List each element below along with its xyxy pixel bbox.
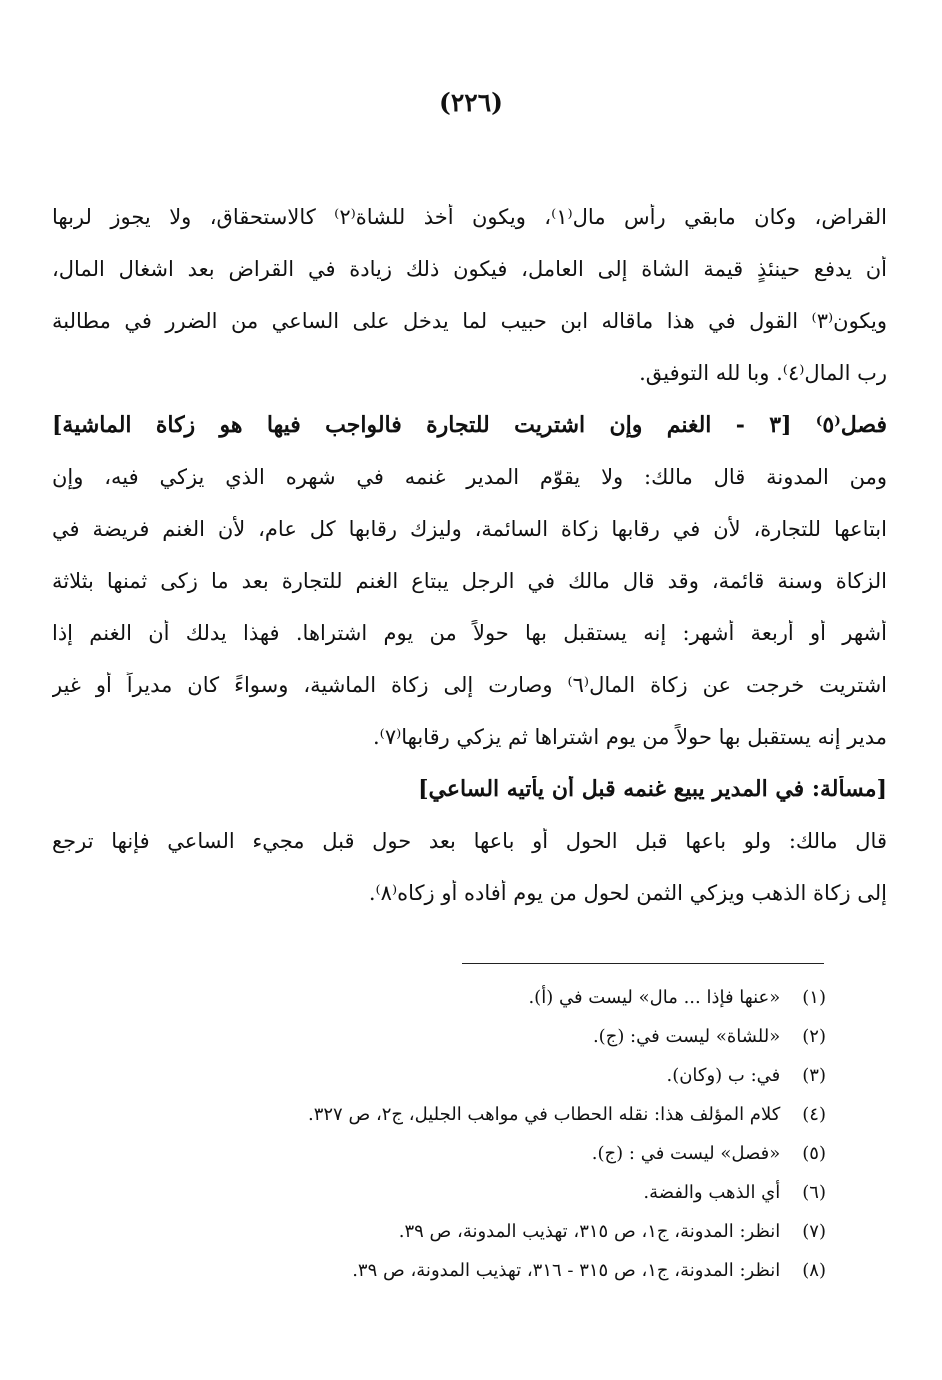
footnote-number: (٨) <box>802 1260 826 1281</box>
footnotes <box>200 978 826 1290</box>
footnote-text: انظر: المدونة، ج١، ص ٣١٥ - ٣١٦، تهذيب المدونة، ص ٣٩. <box>352 1260 781 1281</box>
text-line: ويكون⁽٣⁾ القول في هذا ماقاله ابن حبيب لما يدخل على الساعي من الضرر في مطالبة <box>52 309 887 333</box>
footnote <box>200 1056 826 1095</box>
text-line: قال مالك: ولو باعها قبل الحول أو باعها بعد حول قبل مجيء الساعي فإنها ترجع <box>52 829 887 853</box>
text-line: إلى زكاة الذهب ويزكي الثمن لحول من يوم أفاده أو زكاه⁽٨⁾. <box>368 881 887 905</box>
footnote-number: (٤) <box>802 1104 826 1125</box>
issue-heading: [مسألة: في المدير يبيع غنمه قبل أن يأتيه الساعي] <box>418 776 887 802</box>
footnote-separator <box>462 963 824 964</box>
footnote-number: (٦) <box>802 1182 826 1203</box>
footnote-number: (٥) <box>802 1143 826 1164</box>
text-line: القراض، وكان مابقي رأس مال⁽١⁾، ويكون أخذ للشاة⁽٢⁾ كالاستحقاق، ولا يجوز لربها <box>52 205 887 229</box>
text-line: أن يدفع حينئذٍ قيمة الشاة إلى العامل، فيكون ذلك زيادة في القراض بعد اشغال المال، <box>52 257 887 281</box>
text-line: أشهر أو أربعة أشهر: إنه يستقبل بها حولاً من يوم اشتراها. فهذا يدلك أن الغنم إذا <box>52 621 887 645</box>
footnote <box>200 1251 826 1290</box>
footnote <box>200 1134 826 1173</box>
footnote-number: (٣) <box>802 1065 826 1086</box>
footnote <box>200 1095 826 1134</box>
text-line: مدير إنه يستقبل بها حولاً من يوم اشتراها ثم يزكي رقابها⁽٧⁾. <box>372 725 887 749</box>
footnote-text: «للشاة» ليست في: (ج). <box>592 1026 781 1047</box>
footnote-number: (٢) <box>802 1026 826 1047</box>
text-line: ابتاعها للتجارة، لأن في رقابها زكاة السائمة، وليزك رقابها كل عام، لأن الغنم فريضة في <box>52 517 887 541</box>
footnote <box>200 1017 826 1056</box>
footnote <box>200 1212 826 1251</box>
page-number: (٢٢٦) <box>439 88 503 117</box>
section-heading: فصل⁽٥⁾ [٣ - الغنم وإن اشتريت للتجارة فالواجب فيها هو زكاة الماشية] <box>52 412 887 438</box>
footnote-text: في: ب (وكان). <box>666 1065 781 1086</box>
footnote <box>200 978 826 1017</box>
footnote-text: «فصل» ليست في : (ج). <box>591 1143 781 1164</box>
footnote-number: (٧) <box>802 1221 826 1242</box>
text-line: الزكاة وسنة قائمة، وقد قال مالك في الرجل يبتاع الغنم للتجارة بعد ما زكى ثمنها بثلاثة <box>52 569 887 593</box>
footnote-text: «عنها فإذا ... مال» ليست في (أ). <box>528 987 781 1008</box>
text-line: ومن المدونة قال مالك: ولا يقوّم المدير غنمه في شهره الذي يزكي فيه، وإن <box>52 465 887 489</box>
footnote-text: انظر: المدونة، ج١، ص ٣١٥، تهذيب المدونة، ص ٣٩. <box>398 1221 781 1242</box>
footnote-number: (١) <box>802 987 826 1008</box>
footnote <box>200 1173 826 1212</box>
footnote-text: كلام المؤلف هذا: نقله الحطاب في مواهب الجليل، ج٢، ص ٣٢٧. <box>307 1104 781 1125</box>
main-text <box>52 204 887 932</box>
text-line: اشتريت خرجت عن زكاة المال⁽٦⁾ وصارت إلى زكاة الماشية، وسواءً كان مديراً أو غير <box>52 673 887 697</box>
footnote-text: أي الذهب والفضة. <box>643 1182 781 1203</box>
text-line: رب المال⁽٤⁾. وبا لله التوفيق. <box>639 361 887 385</box>
